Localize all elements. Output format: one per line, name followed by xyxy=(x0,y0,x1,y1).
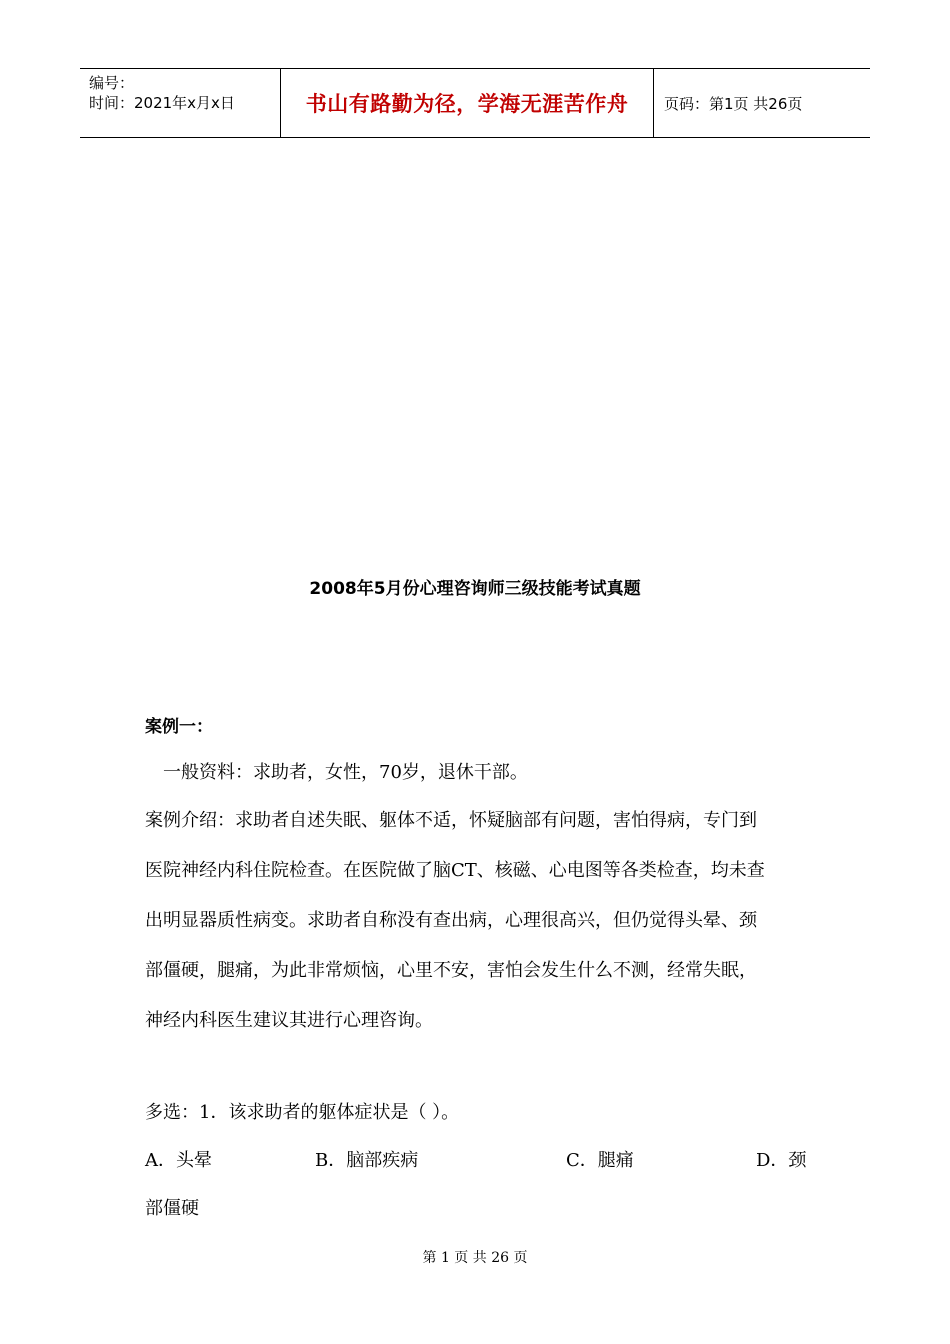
option-c: C．腿痛 xyxy=(566,1150,634,1171)
intro-line: 出明显器质性病变。求助者自称没有查出病，心理很高兴，但仍觉得头晕、颈 xyxy=(145,910,757,931)
intro-line: 案例介绍：求助者自述失眠、躯体不适，怀疑脑部有问题，害怕得病，专门到 xyxy=(145,810,757,831)
document-title: 2008年5月份心理咨询师三级技能考试真题 xyxy=(309,579,641,599)
question-text: 多选：1．该求助者的躯体症状是（ ）。 xyxy=(145,1102,460,1123)
option-a: A．头晕 xyxy=(145,1150,212,1171)
header-page-info: 页码：第1页 共26页 xyxy=(664,94,803,113)
intro-line: 医院神经内科住院检查。在医院做了脑CT、核磁、心电图等各类检查，均未查 xyxy=(145,860,765,881)
header-motto-cell xyxy=(281,69,654,137)
option-d: D．颈 xyxy=(756,1150,807,1171)
time-label: 时间：2021年x月x日 xyxy=(89,94,235,112)
intro-line: 神经内科医生建议其进行心理咨询。 xyxy=(145,1010,433,1031)
number-label: 编号： xyxy=(89,74,135,92)
page-header xyxy=(80,68,870,138)
option-d-continued: 部僵硬 xyxy=(145,1198,199,1219)
motto-text: 书山有路勤为径，学海无涯苦作舟 xyxy=(305,92,629,116)
header-meta-cell xyxy=(80,69,281,137)
general-info: 一般资料：求助者，女性，70岁，退休干部。 xyxy=(163,762,528,783)
case-heading: 案例一： xyxy=(145,717,213,737)
page-footer: 第 1 页 共 26 页 xyxy=(422,1250,528,1266)
intro-line: 部僵硬，腿痛，为此非常烦恼，心里不安，害怕会发生什么不测，经常失眠， xyxy=(145,960,757,981)
header-page-cell xyxy=(654,69,870,137)
option-b: B．脑部疾病 xyxy=(315,1150,419,1171)
